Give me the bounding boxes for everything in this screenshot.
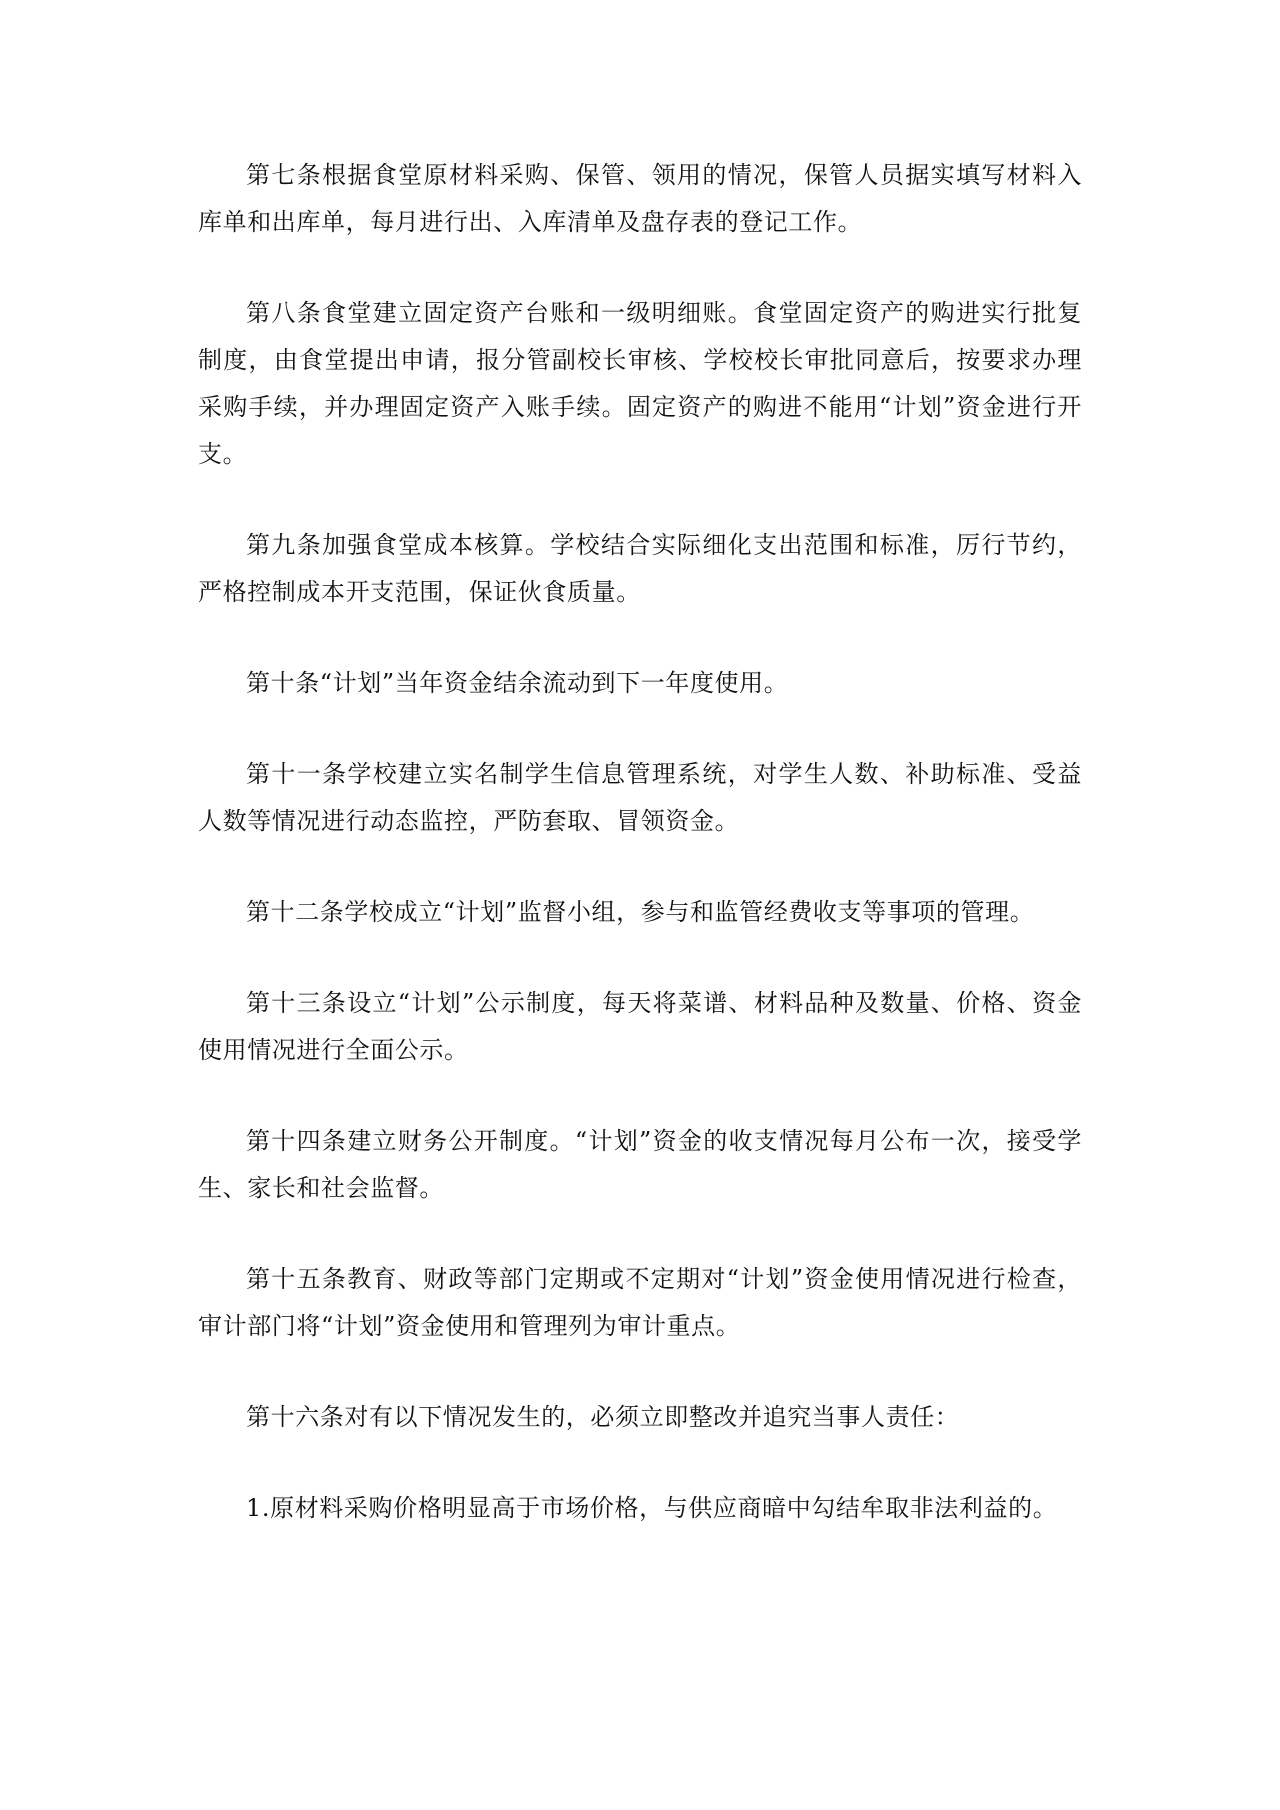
article-8-paragraph: 第八条食堂建立固定资产台账和一级明细账。食堂固定资产的购进实行批复制度，由食堂提出申请，报分管副校长审核、学校校长审批同意后，按要求办理采购手续，并办理固定资产入账手续。固定资产的购进不能用“计划”资金进行开支。 [198, 299, 1082, 468]
article-13-paragraph: 第十三条设立“计划”公示制度，每天将菜谱、材料品种及数量、价格、资金使用情况进行全面公示。 [198, 989, 1082, 1064]
article-12-paragraph: 第十二条学校成立“计划”监督小组，参与和监管经费收支等事项的管理。 [246, 898, 1035, 926]
article-14-paragraph: 第十四条建立财务公开制度。“计划”资金的收支情况每月公布一次，接受学生、家长和社会监督。 [198, 1127, 1082, 1202]
article-15-paragraph: 第十五条教育、财政等部门定期或不定期对“计划”资金使用情况进行检查，审计部门将“计划”资金使用和管理列为审计重点。 [198, 1265, 1082, 1340]
article-7-paragraph: 第七条根据食堂原材料采购、保管、领用的情况，保管人员据实填写材料入库单和出库单，每月进行出、入库清单及盘存表的登记工作。 [198, 161, 1082, 236]
article-10-paragraph: 第十条“计划”当年资金结余流动到下一年度使用。 [246, 669, 789, 697]
document-body [198, 152, 1082, 1576]
article-16-paragraph: 第十六条对有以下情况发生的，必须立即整改并追究当事人责任： [246, 1403, 960, 1431]
article-11-paragraph: 第十一条学校建立实名制学生信息管理系统，对学生人数、补助标准、受益人数等情况进行动态监控，严防套取、冒领资金。 [198, 760, 1082, 835]
article-9-paragraph: 第九条加强食堂成本核算。学校结合实际细化支出范围和标准，厉行节约，严格控制成本开支范围，保证伙食质量。 [198, 531, 1082, 606]
list-item-1: 1.原材料采购价格明显高于市场价格，与供应商暗中勾结牟取非法利益的。 [246, 1494, 1058, 1522]
